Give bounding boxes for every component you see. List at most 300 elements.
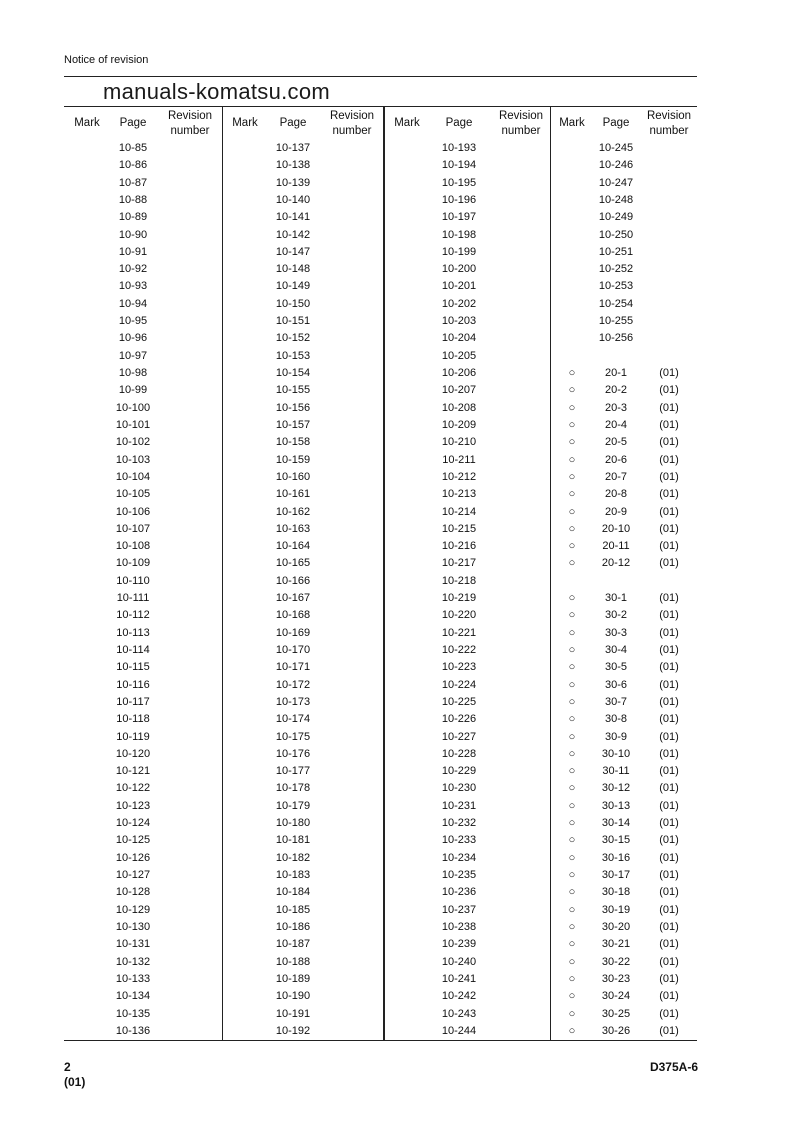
revision-number: (01) bbox=[659, 834, 679, 847]
header-revision-number bbox=[639, 107, 699, 140]
page-number: 10-169 bbox=[275, 626, 311, 639]
page-number: 10-165 bbox=[275, 557, 311, 570]
page-number: 30-5 bbox=[604, 661, 628, 674]
revision-number: (01) bbox=[659, 747, 679, 760]
revision-number: (01) bbox=[659, 955, 679, 968]
page-number: 10-223 bbox=[441, 661, 477, 674]
header-revision-text: Revision bbox=[329, 109, 375, 122]
header-revision-text: Revision bbox=[167, 109, 213, 122]
page-number: 10-92 bbox=[118, 263, 148, 276]
page-number: 10-129 bbox=[115, 903, 151, 916]
page-number: 20-3 bbox=[604, 401, 628, 414]
header-revision-text: number bbox=[501, 124, 541, 137]
revision-number: (01) bbox=[659, 713, 679, 726]
page-number: 10-118 bbox=[116, 713, 150, 726]
page-number: 10-233 bbox=[441, 834, 477, 847]
page-number: 10-163 bbox=[275, 522, 311, 535]
page-number: 10-248 bbox=[598, 193, 634, 206]
revision-number: (01) bbox=[659, 1007, 679, 1020]
page-number: 10-94 bbox=[118, 297, 148, 310]
page-number: 10-256 bbox=[598, 332, 634, 345]
revision-number: (01) bbox=[659, 522, 679, 535]
page-number: 10-197 bbox=[441, 211, 477, 224]
page-number: 10-231 bbox=[441, 799, 477, 812]
page-number: 10-242 bbox=[441, 990, 477, 1003]
page-number: 10-177 bbox=[275, 765, 311, 778]
revision-number: (01) bbox=[659, 609, 679, 622]
header-page: Page bbox=[279, 117, 307, 129]
header-revision-text: number bbox=[332, 124, 372, 137]
page-number: 10-125 bbox=[115, 834, 151, 847]
page-number: 10-140 bbox=[275, 193, 311, 206]
revision-number: (01) bbox=[659, 470, 679, 483]
page-number: 20-2 bbox=[604, 384, 628, 397]
page-number: 10-201 bbox=[441, 280, 477, 293]
page-number: 10-230 bbox=[441, 782, 477, 795]
page-number: 10-216 bbox=[441, 540, 477, 553]
page-number: 30-11 bbox=[602, 765, 630, 778]
header-revision-number bbox=[491, 107, 551, 140]
page-number: 10-99 bbox=[118, 384, 148, 397]
page-number: 10-190 bbox=[275, 990, 311, 1003]
revision-number: (01) bbox=[659, 990, 679, 1003]
page-number: 10-139 bbox=[275, 176, 311, 189]
page-number: 10-135 bbox=[115, 1007, 151, 1020]
footer-left bbox=[64, 1060, 85, 1090]
page-number: 10-210 bbox=[441, 436, 477, 449]
page-number: 10-170 bbox=[275, 643, 311, 656]
page-number: 10-89 bbox=[118, 211, 148, 224]
revision-mark: ○ bbox=[568, 436, 576, 449]
revision-mark: ○ bbox=[568, 799, 576, 812]
page-number: 10-214 bbox=[441, 505, 477, 518]
page-number: 10-184 bbox=[275, 886, 311, 899]
page-number: 10-98 bbox=[118, 367, 148, 380]
page-number: 10-120 bbox=[115, 747, 151, 760]
page-number: 30-14 bbox=[601, 817, 631, 830]
page-number: 10-205 bbox=[441, 349, 477, 362]
page-number: 30-6 bbox=[604, 678, 628, 691]
page-number: 10-87 bbox=[118, 176, 148, 189]
revision-number: (01) bbox=[659, 851, 679, 864]
page-number: 10-142 bbox=[275, 228, 311, 241]
page-number: 10-90 bbox=[118, 228, 148, 241]
page-number: 10-181 bbox=[275, 834, 311, 847]
revision-number: (01) bbox=[659, 488, 679, 501]
revision-number: (01) bbox=[659, 505, 679, 518]
page-number: 30-13 bbox=[601, 799, 631, 812]
page-number: 30-10 bbox=[601, 747, 631, 760]
table-column-group bbox=[64, 107, 222, 1040]
page-number: 10-156 bbox=[275, 401, 311, 414]
page-number: 10-185 bbox=[275, 903, 311, 916]
revision-mark: ○ bbox=[568, 782, 576, 795]
page-number: 10-119 bbox=[116, 730, 150, 743]
revision-number: (01) bbox=[659, 886, 679, 899]
page-number: 20-6 bbox=[604, 453, 628, 466]
page-number: 10-212 bbox=[441, 470, 477, 483]
revision-number: (01) bbox=[659, 418, 679, 431]
page-number: 30-17 bbox=[601, 869, 631, 882]
page-number: 10-255 bbox=[598, 315, 634, 328]
revision-mark: ○ bbox=[568, 886, 576, 899]
revision-mark: ○ bbox=[568, 817, 576, 830]
page-number: 10-148 bbox=[275, 263, 311, 276]
page-number: 10-152 bbox=[275, 332, 311, 345]
page-number: 10-150 bbox=[275, 297, 311, 310]
page-number: 30-12 bbox=[601, 782, 631, 795]
page-number: 20-12 bbox=[601, 557, 631, 570]
page-number: 10-204 bbox=[441, 332, 477, 345]
revision-mark: ○ bbox=[568, 488, 576, 501]
revision-mark: ○ bbox=[568, 695, 576, 708]
page-number: 10-167 bbox=[275, 592, 311, 605]
page-number: 30-21 bbox=[601, 938, 631, 951]
page-number: 10-194 bbox=[441, 159, 477, 172]
page-number: 10-110 bbox=[116, 574, 150, 587]
page-number: 10-193 bbox=[441, 142, 477, 154]
page-number: 20-8 bbox=[604, 488, 628, 501]
page-number: 20-5 bbox=[604, 436, 628, 449]
page-number: 10-219 bbox=[441, 592, 477, 605]
page-number: 10-234 bbox=[441, 851, 477, 864]
page-number: 10-171 bbox=[275, 661, 311, 674]
page-number: 10-232 bbox=[441, 817, 477, 830]
page-number: 10-151 bbox=[275, 315, 311, 328]
page-number: 10-111 bbox=[116, 592, 150, 605]
page-number: 30-18 bbox=[601, 886, 631, 899]
page-number: 30-20 bbox=[601, 920, 631, 933]
revision-number: (01) bbox=[659, 782, 679, 795]
page-number: 10-100 bbox=[115, 401, 151, 414]
page-number: 10-247 bbox=[598, 176, 634, 189]
page-number: 10-153 bbox=[275, 349, 311, 362]
page-number: 10-114 bbox=[116, 643, 150, 656]
header-mark: Mark bbox=[394, 117, 420, 129]
page-number: 10-91 bbox=[118, 245, 148, 258]
revision-number: (01) bbox=[659, 557, 679, 570]
page-number: 30-23 bbox=[601, 972, 631, 985]
page-number: 10-200 bbox=[441, 263, 477, 276]
revision-number: (01) bbox=[659, 436, 679, 449]
page-number: 10-236 bbox=[441, 886, 477, 899]
page-number: 10-141 bbox=[275, 211, 311, 224]
page-number: 30-2 bbox=[604, 609, 628, 622]
page-number: 30-3 bbox=[604, 626, 628, 639]
page-number: 10-211 bbox=[442, 453, 476, 466]
revision-mark: ○ bbox=[568, 730, 576, 743]
revision-number: (01) bbox=[659, 920, 679, 933]
page-number: 10-88 bbox=[118, 193, 148, 206]
header-page: Page bbox=[445, 117, 473, 129]
page-number: 10-86 bbox=[118, 159, 148, 172]
page-number: 10-97 bbox=[118, 349, 148, 362]
page-number: 10-174 bbox=[275, 713, 311, 726]
revision-number: (01) bbox=[659, 730, 679, 743]
page-number: 10-104 bbox=[115, 470, 151, 483]
page-number: 20-9 bbox=[604, 505, 628, 518]
page-number: 10-188 bbox=[275, 955, 311, 968]
page-number: 10-180 bbox=[275, 817, 311, 830]
header-revision-text: number bbox=[649, 124, 689, 137]
page-number: 10-162 bbox=[275, 505, 311, 518]
revision-mark: ○ bbox=[568, 765, 576, 778]
revision-mark: ○ bbox=[568, 505, 576, 518]
page-number: 10-121 bbox=[115, 765, 151, 778]
page-number: 30-4 bbox=[604, 643, 628, 656]
revision-mark: ○ bbox=[568, 592, 576, 605]
page-number: 10-149 bbox=[275, 280, 311, 293]
page-number: 10-147 bbox=[275, 245, 311, 258]
footer-page-number: 2 bbox=[64, 1060, 71, 1074]
revision-mark: ○ bbox=[568, 851, 576, 864]
revision-number: (01) bbox=[659, 384, 679, 397]
page-number: 30-22 bbox=[601, 955, 631, 968]
page-number: 10-102 bbox=[115, 436, 151, 449]
header-revision-number bbox=[322, 107, 382, 140]
page-number: 10-101 bbox=[115, 418, 151, 431]
page-number: 20-7 bbox=[604, 470, 628, 483]
page-number: 10-209 bbox=[441, 418, 477, 431]
page-number: 10-246 bbox=[598, 159, 634, 172]
revision-mark: ○ bbox=[568, 418, 576, 431]
revision-number: (01) bbox=[659, 938, 679, 951]
page-number: 30-26 bbox=[601, 1024, 631, 1037]
header-revision-text: Revision bbox=[646, 109, 692, 122]
page-number: 10-117 bbox=[116, 695, 150, 708]
header-mark: Mark bbox=[559, 117, 585, 129]
revision-number: (01) bbox=[659, 643, 679, 656]
footer-revision: (01) bbox=[64, 1075, 86, 1089]
revision-mark: ○ bbox=[568, 938, 576, 951]
page-number: 10-159 bbox=[275, 453, 311, 466]
revision-mark: ○ bbox=[568, 626, 576, 639]
header-revision-text: number bbox=[170, 124, 210, 137]
page-number: 10-160 bbox=[275, 470, 311, 483]
table-column-group bbox=[550, 107, 698, 1040]
page-number: 10-225 bbox=[441, 695, 477, 708]
page-number: 10-217 bbox=[441, 557, 477, 570]
page-number: 10-253 bbox=[598, 280, 634, 293]
revision-number: (01) bbox=[659, 540, 679, 553]
revision-number: (01) bbox=[659, 453, 679, 466]
revision-mark: ○ bbox=[568, 661, 576, 674]
revision-number: (01) bbox=[659, 592, 679, 605]
page-number: 10-229 bbox=[441, 765, 477, 778]
page-number: 10-251 bbox=[598, 245, 634, 258]
page-header-title: Notice of revision bbox=[64, 54, 149, 66]
header-rule bbox=[64, 76, 697, 77]
page-number: 10-155 bbox=[275, 384, 311, 397]
page-number: 10-196 bbox=[441, 193, 477, 206]
page-number: 10-116 bbox=[116, 678, 150, 691]
revision-number: (01) bbox=[659, 903, 679, 916]
page-number: 10-250 bbox=[598, 228, 634, 241]
page-number: 10-243 bbox=[441, 1007, 477, 1020]
page-number: 10-199 bbox=[441, 245, 477, 258]
revision-mark: ○ bbox=[568, 609, 576, 622]
page-number: 10-178 bbox=[275, 782, 311, 795]
revision-mark: ○ bbox=[568, 955, 576, 968]
revision-number: (01) bbox=[659, 817, 679, 830]
revision-mark: ○ bbox=[568, 557, 576, 570]
revision-number: (01) bbox=[659, 695, 679, 708]
revision-mark: ○ bbox=[568, 1007, 576, 1020]
revision-number: (01) bbox=[659, 367, 679, 380]
page-number: 10-130 bbox=[115, 920, 151, 933]
page-number: 30-19 bbox=[601, 903, 631, 916]
page-number: 10-198 bbox=[441, 228, 477, 241]
page-number: 10-191 bbox=[275, 1007, 311, 1020]
header-page: Page bbox=[602, 117, 630, 129]
page-number: 10-206 bbox=[441, 367, 477, 380]
page-number: 10-106 bbox=[115, 505, 151, 518]
page-number: 10-115 bbox=[116, 661, 150, 674]
revision-mark: ○ bbox=[568, 747, 576, 760]
revision-mark: ○ bbox=[568, 453, 576, 466]
revision-mark: ○ bbox=[568, 678, 576, 691]
page-number: 10-168 bbox=[275, 609, 311, 622]
revision-mark: ○ bbox=[568, 522, 576, 535]
page-number: 10-228 bbox=[441, 747, 477, 760]
footer-model: D375A-6 bbox=[649, 1060, 698, 1074]
revision-number: (01) bbox=[659, 972, 679, 985]
page-number: 10-113 bbox=[116, 626, 150, 639]
page-number: 10-192 bbox=[275, 1024, 311, 1037]
page-number: 10-93 bbox=[118, 280, 148, 293]
revision-mark: ○ bbox=[568, 384, 576, 397]
page-number: 10-172 bbox=[275, 678, 311, 691]
table-column-group bbox=[383, 107, 552, 1040]
watermark: manuals-komatsu.com bbox=[103, 79, 330, 104]
page-number: 10-109 bbox=[115, 557, 151, 570]
page-number: 10-137 bbox=[275, 142, 311, 154]
page-number: 10-215 bbox=[441, 522, 477, 535]
page-number: 10-207 bbox=[441, 384, 477, 397]
header-page: Page bbox=[119, 117, 147, 129]
revision-number: (01) bbox=[659, 799, 679, 812]
revision-number: (01) bbox=[659, 401, 679, 414]
page-number: 10-134 bbox=[115, 990, 151, 1003]
header-mark: Mark bbox=[232, 117, 258, 129]
page-number: 10-195 bbox=[441, 176, 477, 189]
page-number: 10-179 bbox=[275, 799, 311, 812]
page-number: 10-218 bbox=[441, 574, 477, 587]
revision-mark: ○ bbox=[568, 1024, 576, 1037]
page-number: 10-154 bbox=[275, 367, 311, 380]
page-number: 10-235 bbox=[441, 869, 477, 882]
page-number: 10-227 bbox=[441, 730, 477, 743]
page-number: 10-85 bbox=[118, 142, 148, 154]
revision-mark: ○ bbox=[568, 401, 576, 414]
page-number: 30-16 bbox=[601, 851, 631, 864]
page-number: 20-10 bbox=[601, 522, 631, 535]
revision-number: (01) bbox=[659, 661, 679, 674]
page-number: 10-105 bbox=[115, 488, 151, 501]
revision-mark: ○ bbox=[568, 470, 576, 483]
page-number: 10-183 bbox=[275, 869, 311, 882]
page-number: 30-24 bbox=[601, 990, 631, 1003]
page-number: 10-222 bbox=[441, 643, 477, 656]
page-number: 10-136 bbox=[115, 1024, 151, 1037]
page-number: 10-213 bbox=[441, 488, 477, 501]
page-number: 10-103 bbox=[115, 453, 151, 466]
page-number: 10-133 bbox=[115, 972, 151, 985]
page-number: 30-8 bbox=[604, 713, 628, 726]
page-number: 10-166 bbox=[275, 574, 311, 587]
page-number: 10-249 bbox=[598, 211, 634, 224]
page-number: 10-244 bbox=[441, 1024, 477, 1037]
revision-mark: ○ bbox=[568, 367, 576, 380]
page-number: 10-175 bbox=[275, 730, 311, 743]
page-number: 10-238 bbox=[441, 920, 477, 933]
page-number: 10-241 bbox=[441, 972, 477, 985]
page-number: 10-108 bbox=[115, 540, 151, 553]
revision-mark: ○ bbox=[568, 540, 576, 553]
page-number: 10-245 bbox=[598, 142, 634, 154]
revision-mark: ○ bbox=[568, 903, 576, 916]
page-number: 10-239 bbox=[441, 938, 477, 951]
page-number: 10-221 bbox=[441, 626, 477, 639]
page-number: 10-126 bbox=[115, 851, 151, 864]
page-number: 10-161 bbox=[275, 488, 311, 501]
page-number: 30-7 bbox=[604, 695, 628, 708]
table-column-group bbox=[222, 107, 384, 1040]
page-number: 10-173 bbox=[275, 695, 311, 708]
page-number: 10-138 bbox=[275, 159, 311, 172]
revision-number: (01) bbox=[659, 678, 679, 691]
page-number: 10-122 bbox=[115, 782, 151, 795]
page-number: 10-252 bbox=[598, 263, 634, 276]
page-number: 30-9 bbox=[604, 730, 628, 743]
page-number: 10-202 bbox=[441, 297, 477, 310]
page-number: 10-186 bbox=[275, 920, 311, 933]
page-number: 10-240 bbox=[441, 955, 477, 968]
page-number: 10-189 bbox=[275, 972, 311, 985]
page-number: 10-127 bbox=[115, 869, 151, 882]
page-number: 30-1 bbox=[604, 592, 628, 605]
page-number: 30-15 bbox=[601, 834, 631, 847]
revision-number: (01) bbox=[659, 765, 679, 778]
page-number: 10-132 bbox=[115, 955, 151, 968]
page-number: 10-107 bbox=[115, 522, 151, 535]
page-number: 10-226 bbox=[441, 713, 477, 726]
header-revision-number bbox=[160, 107, 220, 140]
page-number: 10-254 bbox=[598, 297, 634, 310]
page-number: 20-4 bbox=[604, 418, 628, 431]
page-number: 20-1 bbox=[604, 367, 628, 380]
revision-table bbox=[64, 106, 697, 1041]
page-number: 10-164 bbox=[275, 540, 311, 553]
page-number: 10-123 bbox=[115, 799, 151, 812]
page-number: 10-95 bbox=[118, 315, 148, 328]
page-number: 30-25 bbox=[601, 1007, 631, 1020]
revision-number: (01) bbox=[659, 1024, 679, 1037]
page-number: 10-182 bbox=[275, 851, 311, 864]
header-revision-text: Revision bbox=[498, 109, 544, 122]
page-number: 10-131 bbox=[115, 938, 151, 951]
revision-mark: ○ bbox=[568, 869, 576, 882]
revision-number: (01) bbox=[659, 869, 679, 882]
revision-mark: ○ bbox=[568, 834, 576, 847]
page-number: 10-128 bbox=[115, 886, 151, 899]
page-number: 10-224 bbox=[441, 678, 477, 691]
page-number: 10-157 bbox=[275, 418, 311, 431]
page-number: 10-158 bbox=[275, 436, 311, 449]
page-number: 10-112 bbox=[116, 609, 150, 622]
revision-mark: ○ bbox=[568, 643, 576, 656]
header-mark: Mark bbox=[74, 117, 100, 129]
